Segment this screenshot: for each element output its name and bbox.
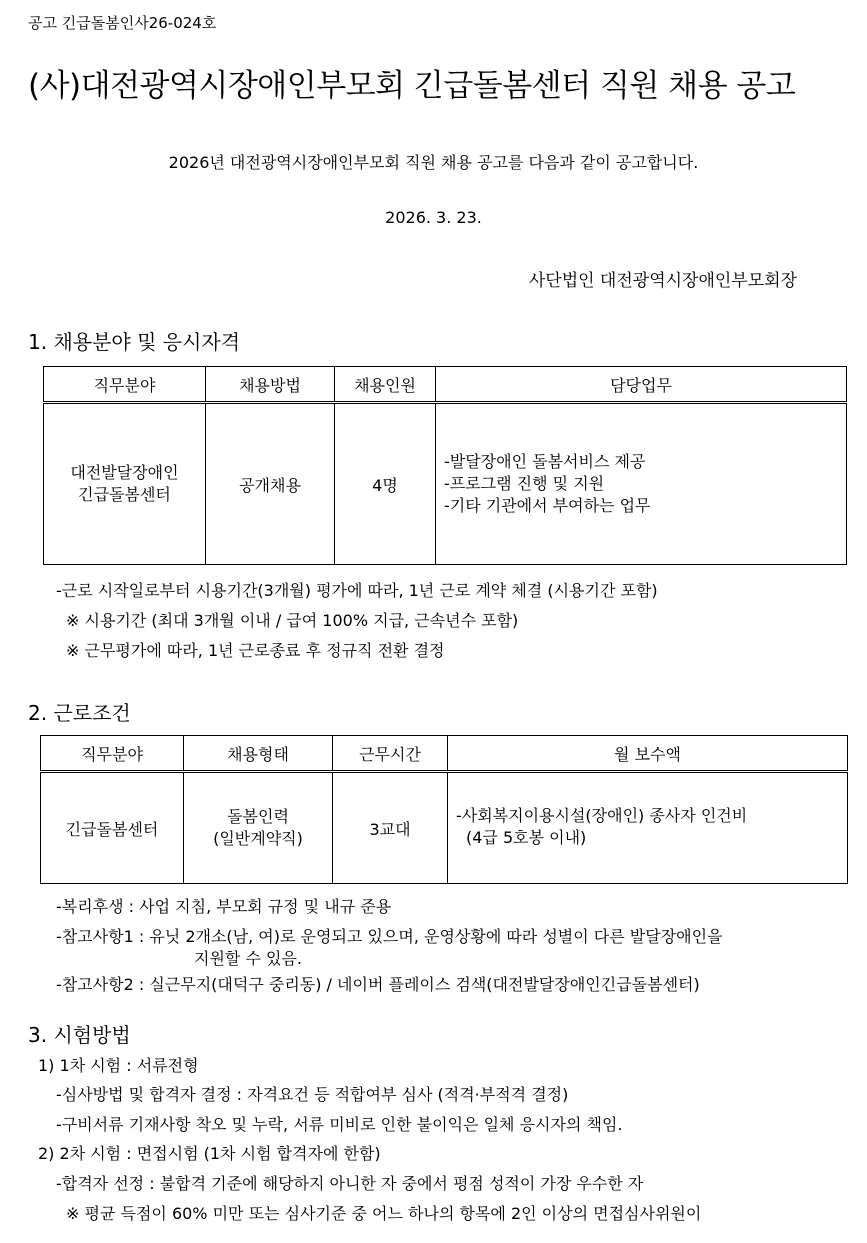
section1-heading: 1. 채용분야 및 응시자격 xyxy=(28,330,241,354)
cell-method: 공개채용 xyxy=(206,403,335,565)
duty-item: -프로그램 진행 및 지원 xyxy=(444,474,605,493)
header-job-field: 직무분야 xyxy=(44,367,206,403)
exam-detail: -구비서류 기재사항 착오 및 누락, 서류 미비로 인한 불이익은 일체 응시자의 책임. xyxy=(56,1115,623,1134)
employment-type-line2: (일반계약직) xyxy=(213,829,303,848)
recruitment-table xyxy=(43,366,847,565)
cell-work-hours: 3교대 xyxy=(333,772,448,884)
header-job-field: 직무분야 xyxy=(41,736,184,772)
header-count: 채용인원 xyxy=(335,367,436,403)
section1-note: ※ 시용기간 (최대 3개월 이내 / 급여 100% 지급, 근속년수 포함) xyxy=(66,611,519,630)
announcement-date: 2026. 3. 23. xyxy=(385,208,482,227)
header-employment-type: 채용형태 xyxy=(184,736,333,772)
cell-count: 4명 xyxy=(335,403,436,565)
section2-heading: 2. 근로조건 xyxy=(28,701,131,725)
cell-employment-type xyxy=(184,772,333,884)
exam-detail: ※ 평균 득점이 60% 미만 또는 심사기준 중 어느 하나의 항목에 2인 이상의 면접심사위원이 xyxy=(66,1204,702,1223)
intro-text: 2026년 대전광역시장애인부모회 직원 채용 공고를 다음과 같이 공고합니다. xyxy=(168,153,699,172)
page-title: (사)대전광역시장애인부모회 긴급돌봄센터 직원 채용 공고 xyxy=(28,68,796,104)
exam-step: 1) 1차 시험 : 서류전형 xyxy=(38,1056,199,1075)
exam-detail: -합격자 선정 : 불합격 기준에 해당하지 아니한 자 중에서 평점 성적이 가장 우수한 자 xyxy=(56,1174,644,1193)
cell-monthly-pay xyxy=(448,772,848,884)
duty-item: -기타 기관에서 부여하는 업무 xyxy=(444,496,651,515)
job-field-line2: 긴급돌봄센터 xyxy=(78,485,171,504)
section2-note: -복리후생 : 사업 지침, 부모회 규정 및 내규 준용 xyxy=(56,897,392,916)
job-field-line1: 대전발달장애인 xyxy=(70,463,179,482)
employment-type-line1: 돌봄인력 xyxy=(227,807,289,826)
organization-name: 사단법인 대전광역시장애인부모회장 xyxy=(528,271,797,291)
exam-step: 2) 2차 시험 : 면접시험 (1차 시험 합격자에 한함) xyxy=(38,1144,381,1163)
section2-note: -참고사항1 : 유닛 2개소(남, 여)로 운영되고 있으며, 운영상황에 따라 성별이 다른 발달장애인을 xyxy=(56,927,723,946)
header-duties: 담당업무 xyxy=(436,367,847,403)
table-row xyxy=(44,403,847,565)
section2-note-continued: 지원할 수 있음. xyxy=(194,949,302,968)
cell-job-field xyxy=(44,403,206,565)
pay-line2: (4급 5호봉 이내) xyxy=(466,828,587,847)
cell-job-field: 긴급돌봄센터 xyxy=(41,772,184,884)
section2-note: -참고사항2 : 실근무지(대덕구 중리동) / 네이버 플레이스 검색(대전발달장애인긴급돌봄센터) xyxy=(56,975,700,994)
header-method: 채용방법 xyxy=(206,367,335,403)
section1-note: -근로 시작일로부터 시용기간(3개월) 평가에 따라, 1년 근로 계약 체결 (시용기간 포함) xyxy=(56,581,658,600)
cell-duties xyxy=(436,403,847,565)
duty-item: -발달장애인 돌봄서비스 제공 xyxy=(444,452,646,471)
section3-heading: 3. 시험방법 xyxy=(28,1023,131,1047)
conditions-table xyxy=(40,735,848,884)
header-work-hours: 근무시간 xyxy=(333,736,448,772)
pay-line1: -사회복지이용시설(장애인) 종사자 인건비 xyxy=(456,806,748,825)
table-row xyxy=(41,772,848,884)
document-number: 공고 긴급돌봄인사26-024호 xyxy=(28,14,217,32)
section1-note: ※ 근무평가에 따라, 1년 근로종료 후 정규직 전환 결정 xyxy=(66,641,445,660)
header-monthly-pay: 월 보수액 xyxy=(448,736,848,772)
exam-detail: -심사방법 및 합격자 결정 : 자격요건 등 적합여부 심사 (적격·부적격 결정) xyxy=(56,1085,569,1104)
